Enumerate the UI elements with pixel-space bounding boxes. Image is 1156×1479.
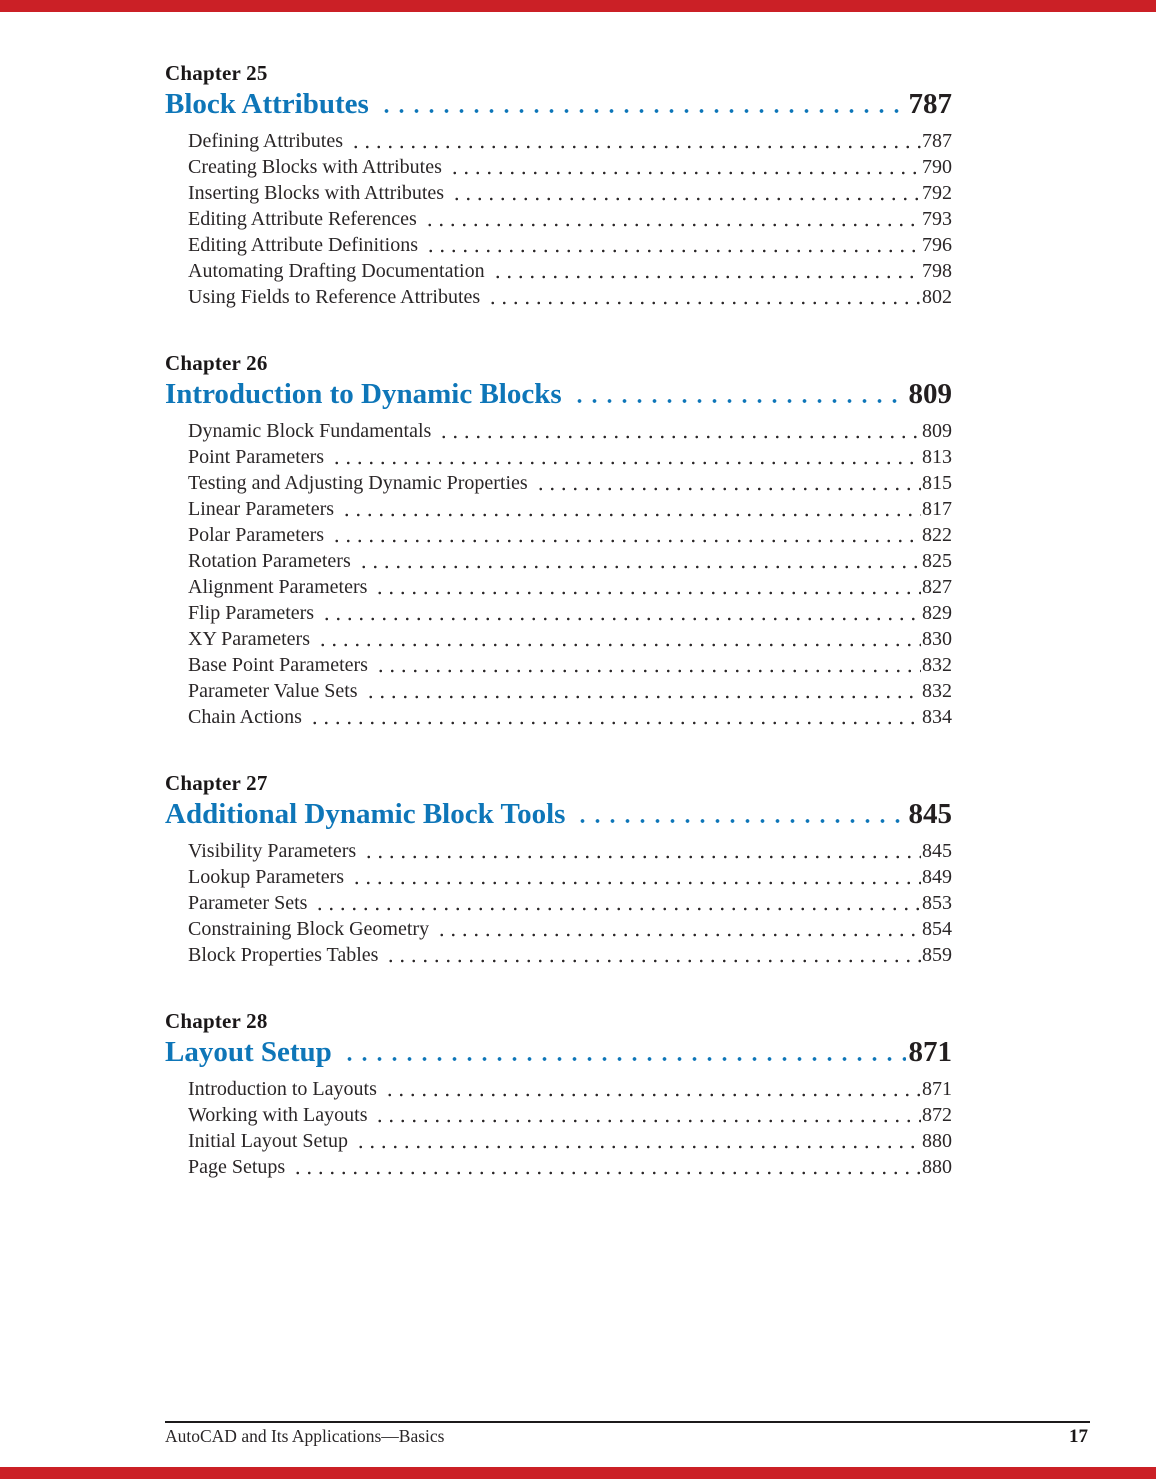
chapter-page-number: 787 bbox=[908, 88, 952, 120]
entry-label: Linear Parameters bbox=[188, 498, 335, 520]
toc-entry bbox=[188, 1128, 952, 1154]
chapter-title-row bbox=[165, 378, 952, 411]
entry-page-number: 817 bbox=[922, 498, 952, 520]
dot-leader bbox=[575, 817, 905, 825]
entry-page-number: 859 bbox=[922, 944, 952, 966]
toc-entry bbox=[188, 678, 952, 704]
dot-leader bbox=[351, 880, 921, 886]
toc-entry bbox=[188, 154, 952, 180]
toc-entry bbox=[188, 1102, 952, 1128]
toc-entry bbox=[188, 652, 952, 678]
toc-entry bbox=[188, 128, 952, 154]
entry-label: Introduction to Layouts bbox=[188, 1078, 377, 1100]
toc-entry bbox=[188, 838, 952, 864]
toc-entry bbox=[188, 418, 952, 444]
chapter-entries bbox=[188, 418, 952, 730]
entry-label: Flip Parameters bbox=[188, 602, 315, 624]
footer-page-number: 17 bbox=[1069, 1426, 1088, 1447]
dot-leader bbox=[424, 222, 921, 228]
dot-leader bbox=[374, 590, 921, 596]
toc-entry bbox=[188, 704, 952, 730]
entry-label: Testing and Adjusting Dynamic Properties bbox=[188, 472, 528, 494]
entry-label: Editing Attribute Definitions bbox=[188, 234, 418, 256]
entry-page-number: 834 bbox=[922, 706, 952, 728]
dot-leader bbox=[331, 460, 921, 466]
dot-leader bbox=[350, 144, 921, 150]
toc-entry bbox=[188, 1076, 952, 1102]
toc-entry bbox=[188, 942, 952, 968]
dot-leader bbox=[309, 720, 921, 726]
entry-label: Polar Parameters bbox=[188, 524, 325, 546]
entry-page-number: 792 bbox=[922, 182, 952, 204]
entry-page-number: 829 bbox=[922, 602, 952, 624]
footer-book-title: AutoCAD and Its Applications—Basics bbox=[165, 1426, 445, 1446]
dot-leader bbox=[317, 642, 921, 648]
toc-entry bbox=[188, 206, 952, 232]
toc-entry bbox=[188, 470, 952, 496]
entry-label: Creating Blocks with Attributes bbox=[188, 156, 442, 178]
entry-page-number: 845 bbox=[922, 840, 952, 862]
top-accent-bar bbox=[0, 0, 1156, 12]
dot-leader bbox=[487, 300, 921, 306]
entry-label: XY Parameters bbox=[188, 628, 310, 650]
dot-leader bbox=[436, 932, 921, 938]
entry-page-number: 787 bbox=[922, 130, 952, 152]
entry-page-number: 853 bbox=[922, 892, 952, 914]
entry-label: Parameter Value Sets bbox=[188, 680, 358, 702]
bottom-accent-bar bbox=[0, 1467, 1156, 1479]
entry-label: Alignment Parameters bbox=[188, 576, 368, 598]
entry-label: Working with Layouts bbox=[188, 1104, 368, 1126]
dot-leader bbox=[384, 1092, 921, 1098]
dot-leader bbox=[438, 434, 921, 440]
dot-leader bbox=[341, 512, 921, 518]
entry-page-number: 832 bbox=[922, 654, 952, 676]
toc-section bbox=[165, 1010, 952, 1180]
entry-label: Base Point Parameters bbox=[188, 654, 368, 676]
entry-label: Initial Layout Setup bbox=[188, 1130, 348, 1152]
entry-label: Block Properties Tables bbox=[188, 944, 379, 966]
chapter-page-number: 845 bbox=[908, 798, 952, 830]
toc-entry bbox=[188, 284, 952, 310]
toc-entry bbox=[188, 444, 952, 470]
toc-entry bbox=[188, 232, 952, 258]
dot-leader bbox=[492, 274, 921, 280]
chapter-title: Block Attributes bbox=[165, 88, 369, 120]
dot-leader bbox=[355, 1144, 921, 1150]
dot-leader bbox=[292, 1170, 921, 1176]
entry-label: Chain Actions bbox=[188, 706, 302, 728]
toc-entry bbox=[188, 864, 952, 890]
toc-entry bbox=[188, 180, 952, 206]
dot-leader bbox=[363, 854, 921, 860]
entry-page-number: 813 bbox=[922, 446, 952, 468]
chapter-label: Chapter 25 bbox=[165, 61, 268, 85]
toc-entry bbox=[188, 1154, 952, 1180]
entry-label: Point Parameters bbox=[188, 446, 325, 468]
chapter-title-row bbox=[165, 798, 952, 831]
toc-entry bbox=[188, 522, 952, 548]
chapter-label: Chapter 27 bbox=[165, 771, 268, 795]
chapter-title: Introduction to Dynamic Blocks bbox=[165, 378, 562, 410]
toc-entry bbox=[188, 496, 952, 522]
dot-leader bbox=[449, 170, 921, 176]
entry-label: Rotation Parameters bbox=[188, 550, 351, 572]
dot-leader bbox=[375, 668, 921, 674]
entry-page-number: 832 bbox=[922, 680, 952, 702]
entry-page-number: 822 bbox=[922, 524, 952, 546]
dot-leader bbox=[358, 564, 921, 570]
toc-entry bbox=[188, 890, 952, 916]
entry-page-number: 880 bbox=[922, 1130, 952, 1152]
entry-page-number: 825 bbox=[922, 550, 952, 572]
entry-page-number: 802 bbox=[922, 286, 952, 308]
chapter-entries bbox=[188, 838, 952, 968]
toc-entry bbox=[188, 548, 952, 574]
entry-label: Defining Attributes bbox=[188, 130, 343, 152]
chapter-entries bbox=[188, 128, 952, 310]
entry-label: Visibility Parameters bbox=[188, 840, 357, 862]
entry-label: Editing Attribute References bbox=[188, 208, 417, 230]
entry-label: Dynamic Block Fundamentals bbox=[188, 420, 432, 442]
toc-entry bbox=[188, 916, 952, 942]
entry-page-number: 830 bbox=[922, 628, 952, 650]
entry-label: Inserting Blocks with Attributes bbox=[188, 182, 445, 204]
toc bbox=[165, 62, 952, 1222]
dot-leader bbox=[342, 1055, 906, 1063]
entry-page-number: 872 bbox=[922, 1104, 952, 1126]
dot-leader bbox=[365, 694, 921, 700]
dot-leader bbox=[314, 906, 921, 912]
entry-label: Page Setups bbox=[188, 1156, 286, 1178]
chapter-label: Chapter 26 bbox=[165, 351, 268, 375]
dot-leader bbox=[535, 486, 921, 492]
entry-label: Using Fields to Reference Attributes bbox=[188, 286, 481, 308]
dot-leader bbox=[331, 538, 921, 544]
entry-page-number: 815 bbox=[922, 472, 952, 494]
dot-leader bbox=[425, 248, 921, 254]
entry-label: Lookup Parameters bbox=[188, 866, 345, 888]
entry-page-number: 849 bbox=[922, 866, 952, 888]
toc-entry bbox=[188, 600, 952, 626]
entry-label: Parameter Sets bbox=[188, 892, 308, 914]
chapter-label: Chapter 28 bbox=[165, 1009, 268, 1033]
dot-leader bbox=[379, 107, 906, 115]
entry-page-number: 827 bbox=[922, 576, 952, 598]
chapter-title-row bbox=[165, 1036, 952, 1069]
entry-label: Automating Drafting Documentation bbox=[188, 260, 485, 282]
toc-section bbox=[165, 772, 952, 968]
dot-leader bbox=[385, 958, 921, 964]
entry-page-number: 790 bbox=[922, 156, 952, 178]
dot-leader bbox=[451, 196, 921, 202]
chapter-page-number: 871 bbox=[908, 1036, 952, 1068]
entry-page-number: 854 bbox=[922, 918, 952, 940]
entry-page-number: 871 bbox=[922, 1078, 952, 1100]
entry-page-number: 798 bbox=[922, 260, 952, 282]
chapter-title: Layout Setup bbox=[165, 1036, 332, 1068]
dot-leader bbox=[321, 616, 921, 622]
chapter-entries bbox=[188, 1076, 952, 1180]
page-footer bbox=[165, 1421, 1090, 1448]
toc-entry bbox=[188, 626, 952, 652]
entry-page-number: 796 bbox=[922, 234, 952, 256]
entry-page-number: 793 bbox=[922, 208, 952, 230]
toc-entry bbox=[188, 258, 952, 284]
entry-page-number: 880 bbox=[922, 1156, 952, 1178]
chapter-title-row bbox=[165, 88, 952, 121]
toc-section bbox=[165, 352, 952, 730]
chapter-page-number: 809 bbox=[908, 378, 952, 410]
entry-page-number: 809 bbox=[922, 420, 952, 442]
dot-leader bbox=[374, 1118, 921, 1124]
dot-leader bbox=[572, 397, 906, 405]
toc-section bbox=[165, 62, 952, 310]
chapter-title: Additional Dynamic Block Tools bbox=[165, 798, 566, 830]
toc-entry bbox=[188, 574, 952, 600]
entry-label: Constraining Block Geometry bbox=[188, 918, 430, 940]
